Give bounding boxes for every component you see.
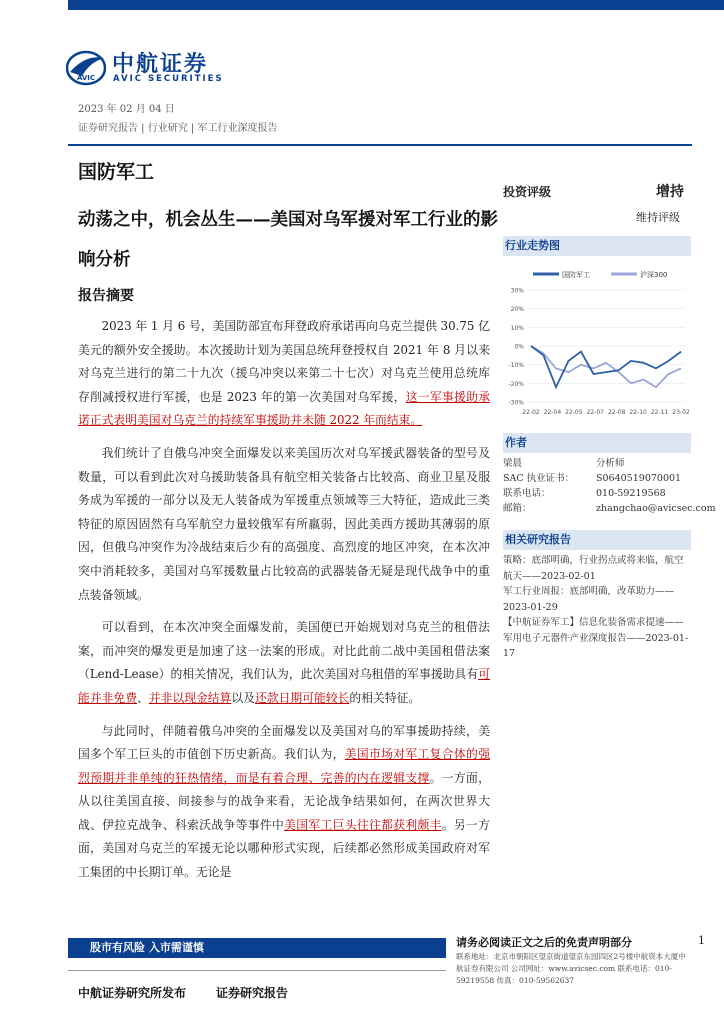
p4-text-c: 。另一方面，美国对乌克兰的军援无论以哪种形式实现，后续都必然形成美国政府对军工集团的中长期订单。无论是 — [78, 817, 490, 880]
disclaimer-title: 请务必阅读正文之后的免责声明部分 — [456, 936, 632, 949]
y-tick-label: 30% — [510, 287, 524, 295]
legend-label-defense: 国防军工 — [562, 271, 590, 279]
p4-text-a: 与此同时，伴随着俄乌冲突的全面爆发以及美国对乌的军事援助持续，美国多个军工巨头的市值创下历史新高。我们认为， — [78, 723, 490, 762]
y-tick-label: -10% — [508, 362, 524, 370]
trend-heading: 行业走势图 — [503, 236, 691, 256]
y-tick-label: 0% — [514, 343, 524, 351]
p3-sep-2: 以及 — [231, 690, 256, 705]
related-item[interactable]: 【中航证券军工】信息化装备需求提速——军用电子元器件产业深度报告——2023-01-17 — [503, 617, 689, 659]
p3-sep-1: 、 — [137, 690, 149, 705]
author-value: 分析师 — [596, 458, 625, 469]
report-type: 证券研究报告 | 行业研究 | 军工行业深度报告 — [78, 123, 278, 134]
paragraph-2 — [78, 442, 490, 607]
avic-logo-icon — [66, 50, 106, 86]
x-tick-label: 22-10 — [629, 409, 647, 416]
y-tick-label: -20% — [508, 380, 524, 388]
x-tick-label: 22-07 — [586, 409, 605, 416]
author-key: SAC 执业证书： — [503, 473, 575, 484]
author-heading: 作者 — [503, 433, 691, 453]
p3-text-a: 可以看到，在本次冲突全面爆发前，美国便已开始规划对乌克兰的租借法案，而冲突的爆发更是加速了这一法案的形成。对比此前二战中美国租借法案（Lend-Lease）的相关情况，我们认为，此次美国对乌租借的军事援助具有 — [78, 620, 490, 682]
report-date: 2023 年 02 月 04 日 — [78, 104, 175, 115]
paragraph-1 — [78, 315, 490, 433]
author-key: 联系电话： — [503, 488, 551, 499]
y-tick-label: 20% — [510, 306, 524, 314]
p4-highlight-2: 美国军工巨头往往都获利颇丰 — [284, 817, 442, 832]
x-tick-label: 22-02 — [522, 409, 540, 416]
author-email[interactable]: zhangchao@avicsec.com — [596, 503, 716, 514]
author-value: S0640519070001 — [596, 473, 682, 484]
author-row — [503, 456, 693, 471]
abstract-heading: 报告摘要 — [78, 288, 134, 304]
footer-divider — [68, 970, 446, 971]
risk-warning-bar — [68, 938, 446, 958]
author-row — [503, 471, 693, 486]
x-tick-label: 22-08 — [607, 409, 626, 416]
top-bar — [68, 0, 724, 10]
p3-highlight-1: 可能并非免费 — [78, 667, 490, 705]
sector-title: 国防军工 — [78, 161, 155, 183]
x-tick-label: 22-04 — [543, 409, 562, 416]
risk-text: 股市有风险 入市需谨慎 — [90, 941, 204, 954]
y-tick-label: -30% — [508, 399, 524, 407]
logo-mark-text: AVIC — [76, 74, 96, 82]
trend-chart — [503, 258, 691, 424]
author-row — [503, 501, 716, 516]
disclaimer-text: 联系地址：北京市朝阳区望京街道望京东园四区2号楼中航资本大厦中航证券有限公司 公司网址：www.avicsec.com 联系电话：010-59219558 传真：010-59562637 — [456, 952, 686, 985]
header-divider — [68, 144, 692, 146]
chart-legend — [533, 270, 667, 279]
x-tick-label: 23-02 — [672, 409, 690, 416]
footer-org: 中航证券研究所发布 — [78, 986, 187, 1000]
rating-sub: 维持评级 — [636, 211, 680, 224]
author-value: 010-59219568 — [596, 488, 666, 499]
p1-highlight: 这一军事援助承诺正式表明美国对乌克兰的持续军事援助并未随 2022 年而结束。 — [78, 389, 490, 428]
related-item[interactable]: 军工行业周报：底部明确，改革助力——2023-01-29 — [503, 586, 675, 613]
p4-highlight-1: 美国市场对军工复合体的强烈预期并非单纯的狂热情绪，而是有着合理、完善的内在逻辑支撑 — [78, 747, 490, 785]
logo-chinese: 中航证券 — [112, 52, 209, 77]
paragraph-3 — [78, 616, 490, 710]
p4-text-b: 。一方面，从以往美国直接、间接参与的战争来看，无论战争结果如何，在两次世界大战、伊拉克战争、科索沃战争等事件中 — [78, 770, 490, 832]
rating-value: 增持 — [656, 184, 684, 200]
p3-highlight-3: 还款日期可能较长 — [255, 690, 350, 705]
x-tick-label: 22-11 — [650, 409, 669, 416]
x-axis — [522, 409, 690, 416]
y-axis — [508, 288, 685, 407]
paragraph-4 — [78, 720, 490, 885]
author-key: 邮箱： — [503, 503, 532, 514]
related-item[interactable]: 策略：底部明确，行业拐点或将来临，航空航天——2023-02-01 — [503, 555, 684, 582]
logo-english: AVIC SECURITIES — [113, 74, 224, 84]
author-key: 梁晨 — [503, 458, 523, 469]
page-number: 1 — [698, 934, 705, 947]
related-heading: 相关研究报告 — [503, 530, 691, 550]
p1-text: 2023 年 1 月 6 号，美国防部宣布拜登政府承诺再向乌克兰提供 30.75 亿美元的额外安全援助。本次援助计划为美国总统拜登授权自 2021 年 8 月以来对乌克兰进行的第二十九次（援乌冲突以来第二十七次）对乌克兰使用总统库存削减授权进行军援，也是 2023 年的第一次美国对乌军援， — [78, 319, 490, 404]
footer-type: 证券研究报告 — [216, 986, 289, 1000]
p2-text: 我们统计了自俄乌冲突全面爆发以来美国历次对乌军援武器装备的型号及数量，可以看到此次对乌援助装备具有航空相关装备占比较高、商业卫星及服务成为军援的一部分以及无人装备成为军援重点领域等三大特征，造成此三类特征的原因固然有乌军航空力量较俄军有所羸弱，因此美西方援助其薄弱的原因，但俄乌冲突作为冷战结束后少有的高强度、高烈度的地区冲突，在本次冲突中消耗较多，美国对乌军援数量占比较高的武器装备无疑是现代战争中的重点装备领域。 — [78, 445, 490, 602]
x-tick-label: 22-05 — [565, 409, 583, 416]
abstract-body — [78, 315, 490, 894]
p3-text-b: 的相关特征。 — [349, 690, 421, 705]
y-tick-label: 10% — [510, 324, 524, 332]
author-info — [503, 456, 716, 516]
rating-label: 投资评级 — [503, 185, 552, 199]
legend-label-hs300: 沪深300 — [640, 271, 668, 279]
chart-series — [531, 346, 681, 387]
report-title: 动荡之中，机会丛生——美国对乌军援对军工行业的影响分析 — [78, 210, 498, 270]
related-reports — [503, 553, 691, 662]
author-row — [503, 486, 693, 501]
p3-highlight-2: 并非以现金结算 — [148, 690, 232, 705]
